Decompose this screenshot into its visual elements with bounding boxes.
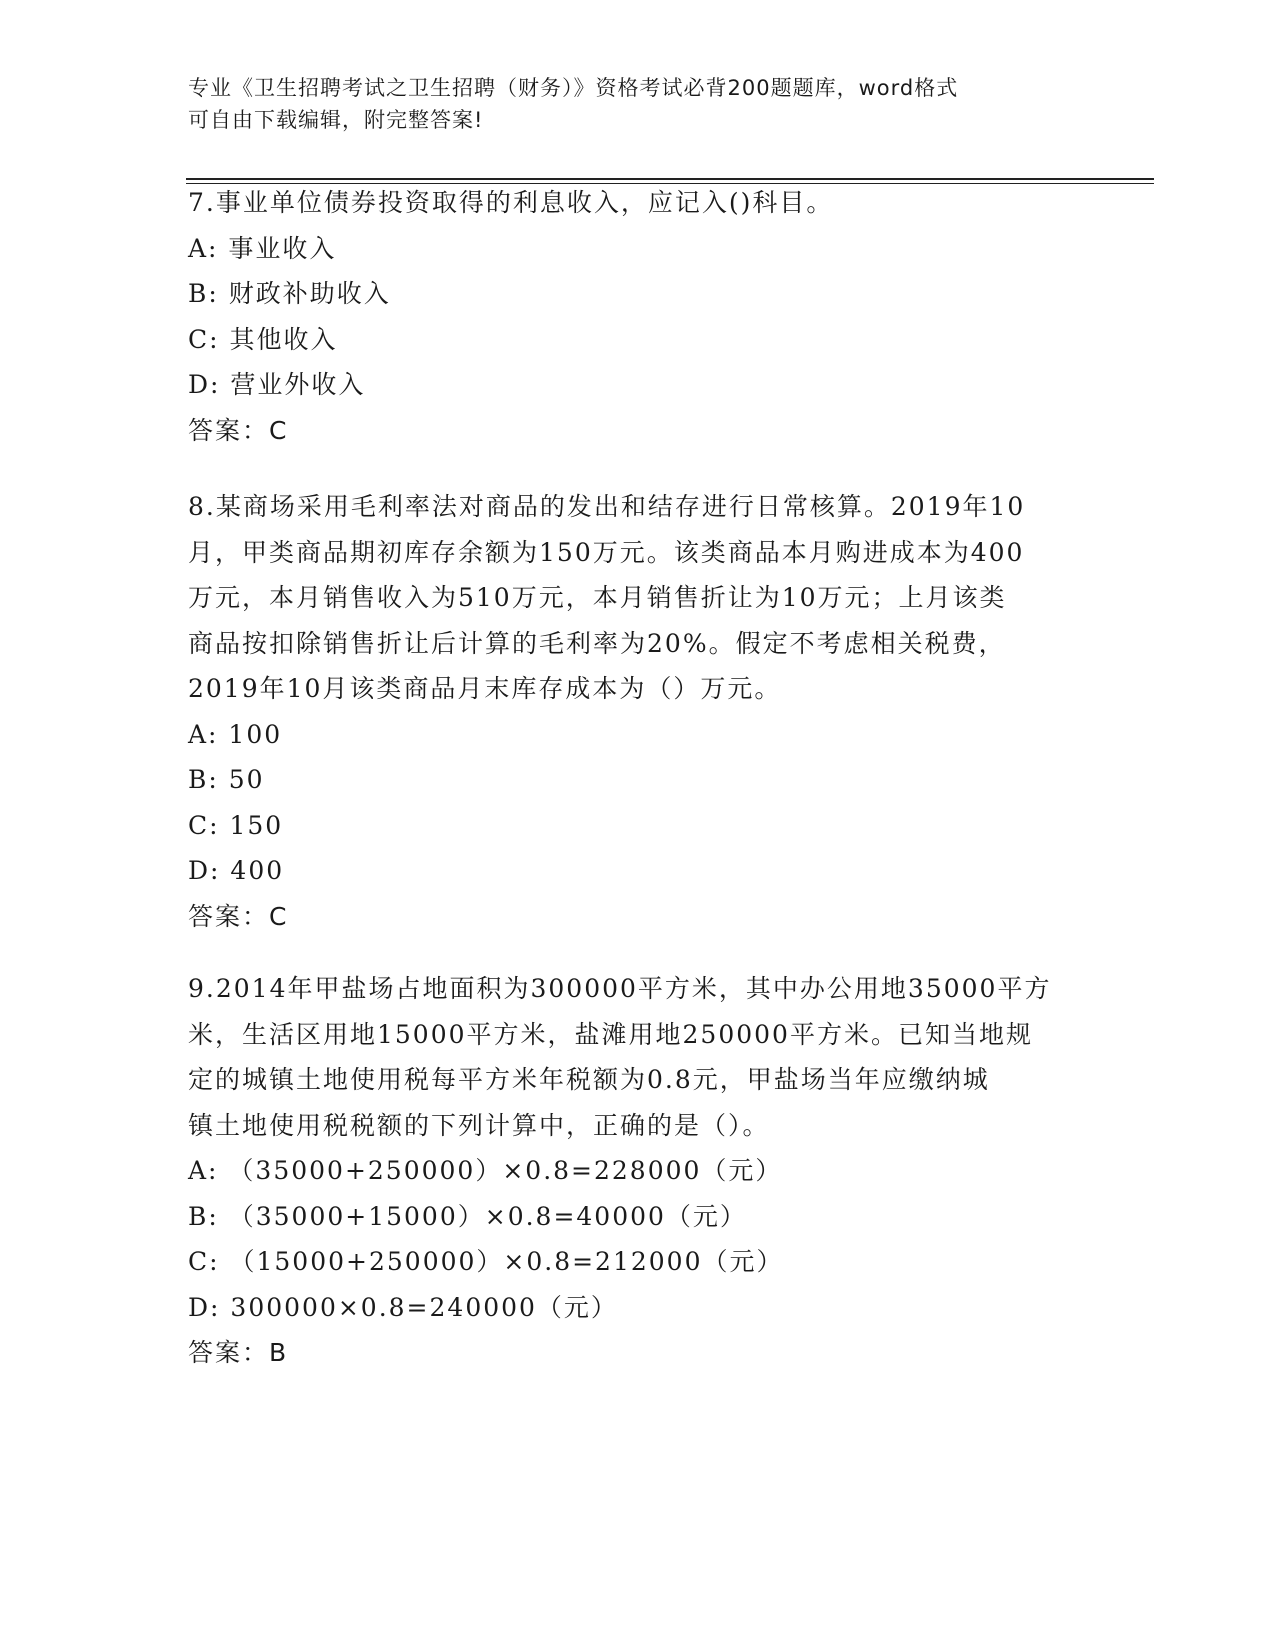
option-a: A: 事业收入 xyxy=(188,233,337,263)
question-text-line: 2019年10月该类商品月末库存成本为（）万元。 xyxy=(188,674,782,703)
question-text-line: 米，生活区用地15000平方米，盐滩用地250000平方米。已知当地规 xyxy=(188,1019,1033,1049)
question-text-line: 商品按扣除销售折让后计算的毛利率为20%。假定不考虑相关税费， xyxy=(188,628,1006,658)
question-text-line: 定的城镇土地使用税每平方米年税额为0.8元，甲盐场当年应缴纳城 xyxy=(188,1065,990,1094)
option-d: D: 400 xyxy=(188,856,285,885)
option-b: B: 50 xyxy=(188,765,265,794)
question-7 xyxy=(188,180,1088,453)
option-c: C: 150 xyxy=(188,810,284,840)
option-a: A: （35000+250000）×0.8=228000（元） xyxy=(188,1156,783,1185)
answer-line: 答案：C xyxy=(188,415,289,445)
header-line-2: 可自由下载编辑，附完整答案! xyxy=(188,108,484,132)
option-b: B: 财政补助收入 xyxy=(188,279,391,308)
question-text-line: 9.2014年甲盐场占地面积为300000平方米，其中办公用地35000平方 xyxy=(188,974,1052,1003)
question-9 xyxy=(188,966,1088,1376)
question-8 xyxy=(188,484,1088,939)
question-text-line: 月，甲类商品期初库存余额为150万元。该类商品本月购进成本为400 xyxy=(188,537,1025,567)
question-text: 7.事业单位债券投资取得的利息收入，应记入()科目。 xyxy=(188,188,834,217)
option-d: D: 营业外收入 xyxy=(188,370,366,399)
header-line-1: 专业《卫生招聘考试之卫生招聘（财务）》资格考试必背200题题库，word格式 xyxy=(188,76,959,100)
option-b: B: （35000+15000）×0.8=40000（元） xyxy=(188,1201,747,1231)
answer-line: 答案：B xyxy=(188,1338,289,1367)
question-text-line: 镇土地使用税税额的下列计算中，正确的是（）。 xyxy=(188,1110,770,1140)
option-a: A: 100 xyxy=(188,719,283,749)
answer-line: 答案：C xyxy=(188,901,289,931)
question-text-line: 8.某商场采用毛利率法对商品的发出和结存进行日常核算。2019年10 xyxy=(188,492,1026,521)
option-d: D: 300000×0.8=240000（元） xyxy=(188,1292,618,1322)
option-c: C: （15000+250000）×0.8=212000（元） xyxy=(188,1247,784,1276)
document-header xyxy=(188,72,1088,136)
option-c: C: 其他收入 xyxy=(188,324,338,354)
question-text-line: 万元，本月销售收入为510万元，本月销售折让为10万元；上月该类 xyxy=(188,583,1007,612)
